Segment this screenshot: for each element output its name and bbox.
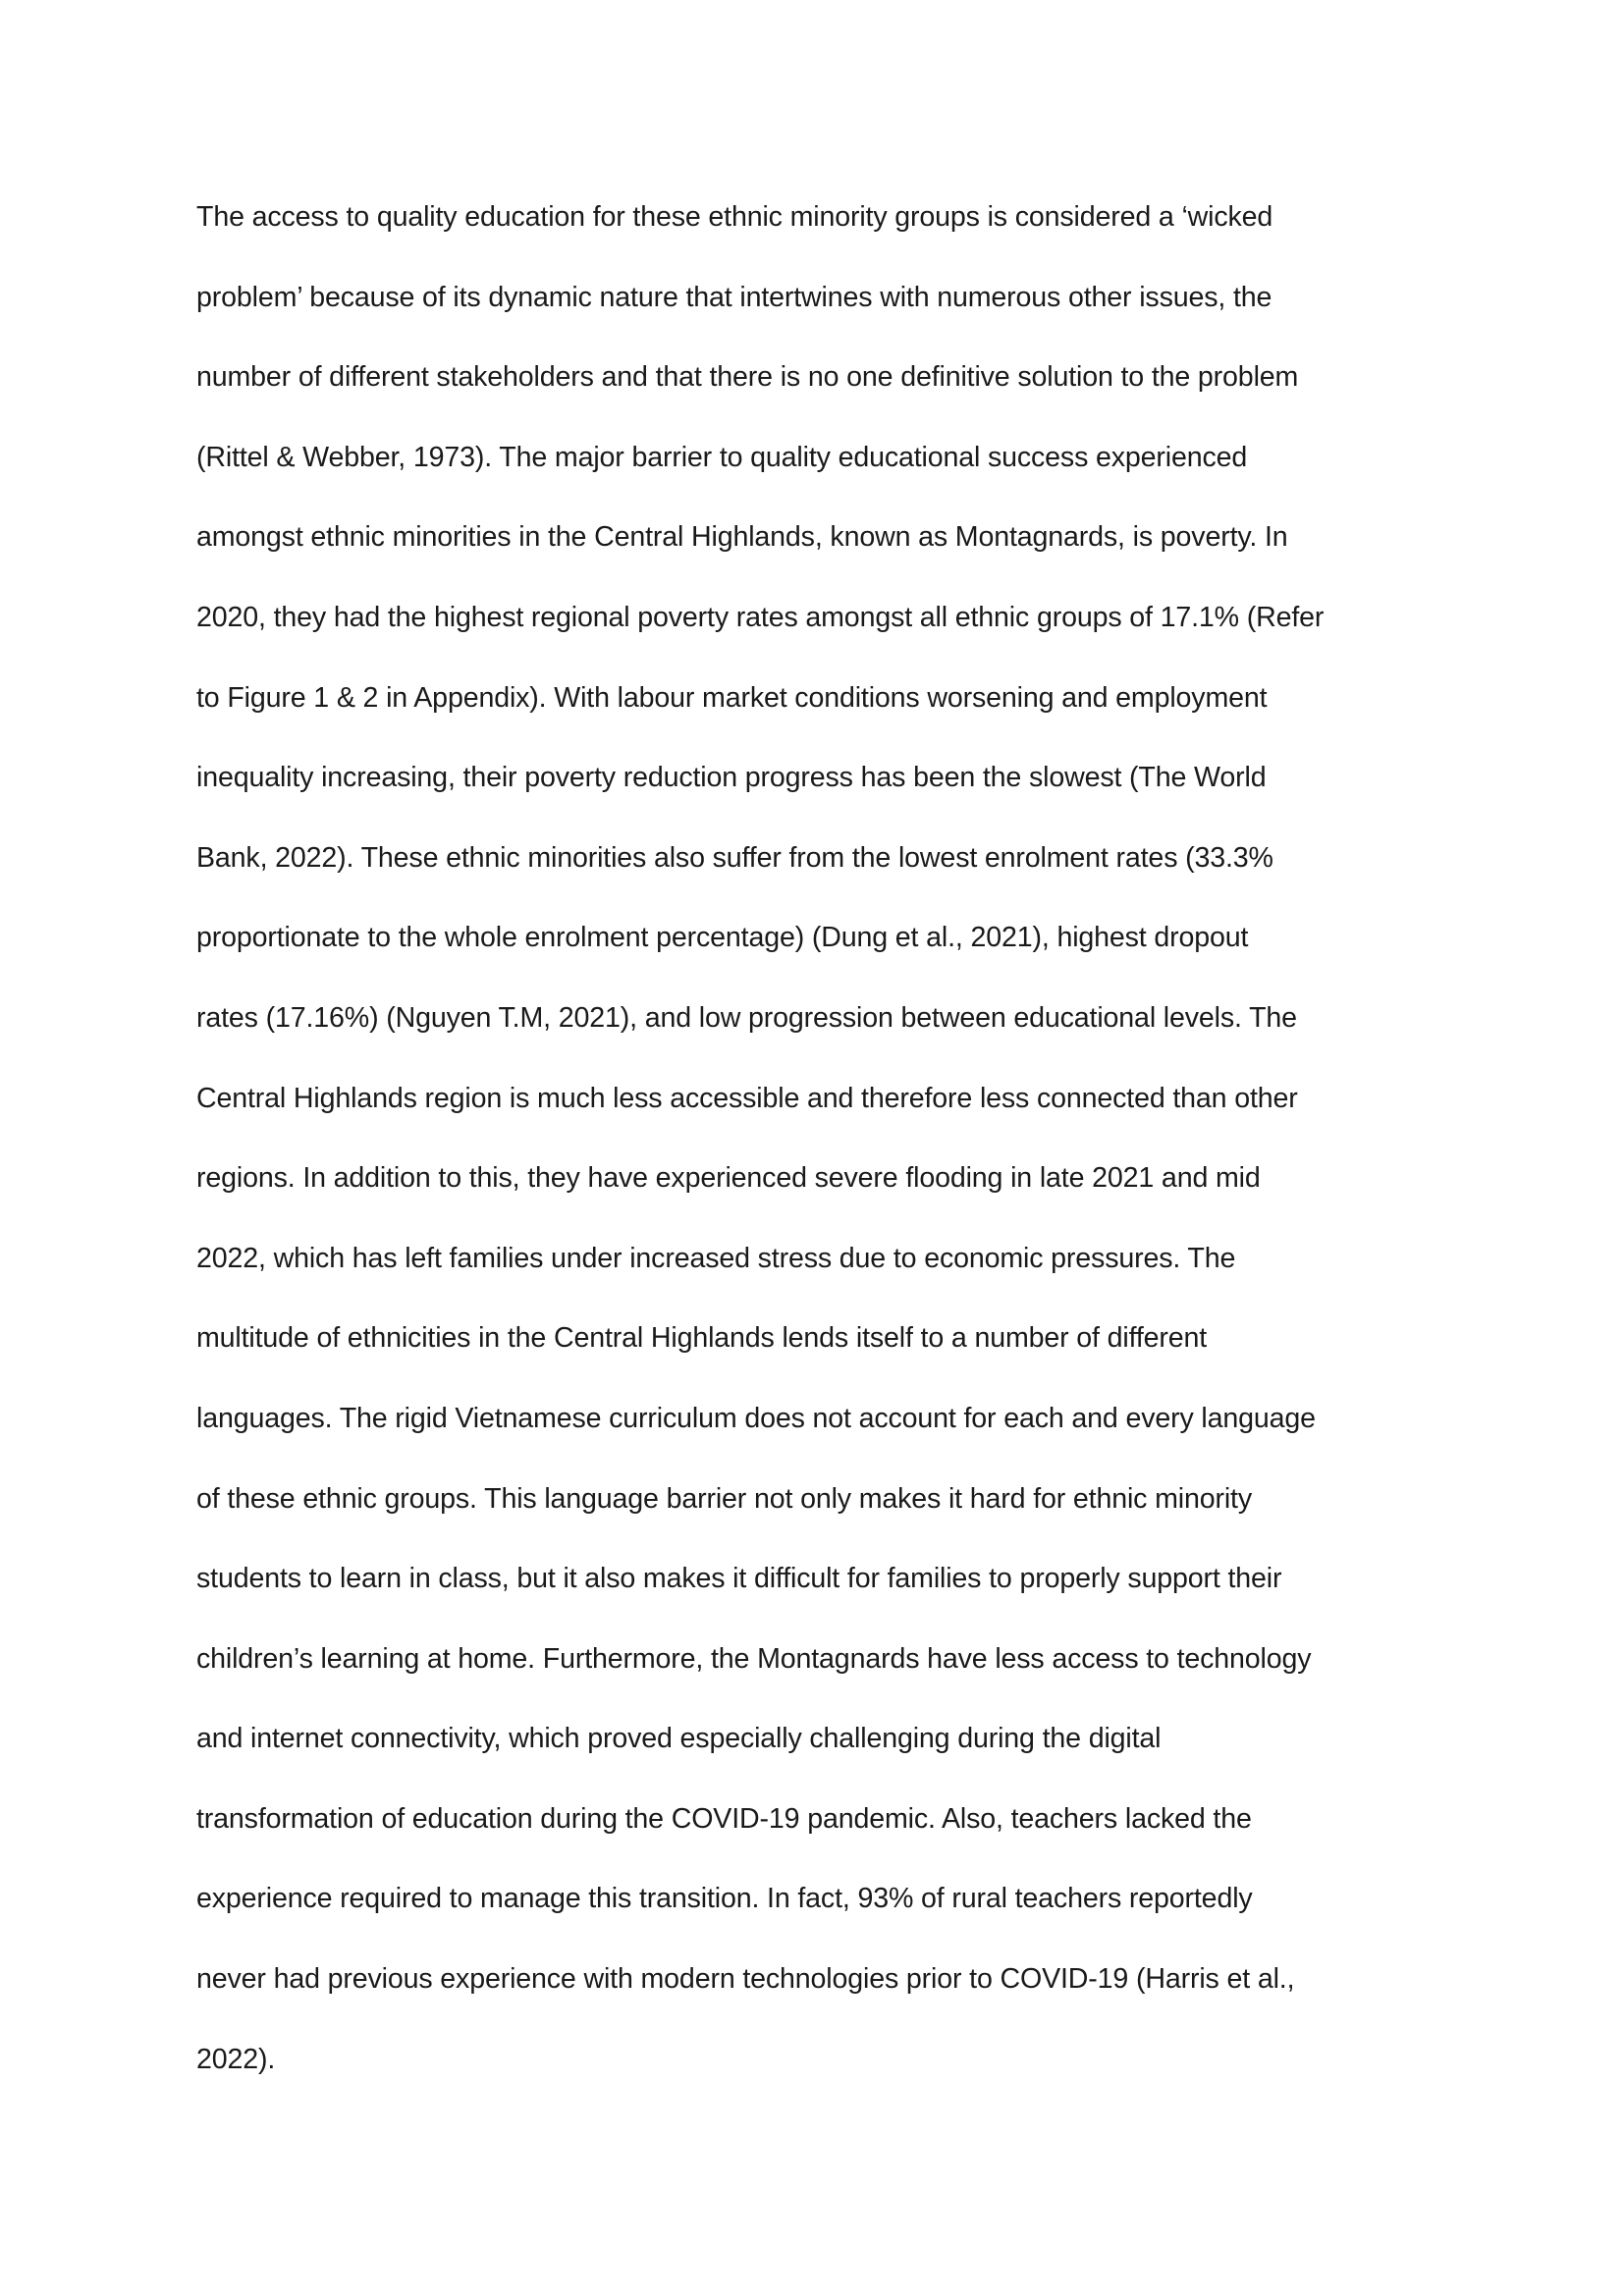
paragraph-line: Central Highlands region is much less accessible and therefore less connected than other <box>196 1082 1298 1114</box>
paragraph-line: regions. In addition to this, they have experienced severe flooding in late 2021 and mid <box>196 1162 1261 1195</box>
paragraph-line: 2020, they had the highest regional poverty rates amongst all ethnic groups of 17.1% (Refer <box>196 601 1325 633</box>
paragraph-line: of these ethnic groups. This language barrier not only makes it hard for ethnic minority <box>196 1482 1252 1515</box>
paragraph-line: 2022). <box>196 2043 276 2075</box>
paragraph-line: students to learn in class, but it also makes it difficult for families to properly support their <box>196 1563 1282 1595</box>
paragraph-line: problem’ because of its dynamic nature that intertwines with numerous other issues, the <box>196 281 1272 313</box>
paragraph-line: amongst ethnic minorities in the Central Highlands, known as Montagnards, is poverty. In <box>196 521 1288 554</box>
paragraph-line: to Figure 1 & 2 in Appendix). With labour market conditions worsening and employment <box>196 681 1268 714</box>
paragraph-line: multitude of ethnicities in the Central Highlands lends itself to a number of different <box>196 1322 1208 1355</box>
paragraph-line: proportionate to the whole enrolment percentage) (Dung et al., 2021), highest dropout <box>196 922 1249 954</box>
paragraph-line: Bank, 2022). These ethnic minorities also suffer from the lowest enrolment rates (33.3% <box>196 841 1273 874</box>
paragraph-line: children’s learning at home. Furthermore, the Montagnards have less access to technology <box>196 1642 1312 1675</box>
paragraph-line: languages. The rigid Vietnamese curriculum does not account for each and every language <box>196 1402 1316 1434</box>
paragraph-line: 2022, which has left families under increased stress due to economic pressures. The <box>196 1242 1236 1274</box>
paragraph-line: never had previous experience with modern technologies prior to COVID-19 (Harris et al., <box>196 1963 1295 1996</box>
paragraph-line: (Rittel & Webber, 1973). The major barrier to quality educational success experienced <box>196 441 1248 473</box>
paragraph-line: and internet connectivity, which proved especially challenging during the digital <box>196 1723 1162 1755</box>
paragraph-line: rates (17.16%) (Nguyen T.M, 2021), and low progression between educational levels. The <box>196 1001 1297 1034</box>
paragraph-line: experience required to manage this transition. In fact, 93% of rural teachers reportedly <box>196 1883 1253 1915</box>
paragraph-line: number of different stakeholders and that there is no one definitive solution to the problem <box>196 361 1299 394</box>
paragraph-line: The access to quality education for these ethnic minority groups is considered a ‘wicked <box>196 201 1273 233</box>
paragraph-line: inequality increasing, their poverty reduction progress has been the slowest (The World <box>196 762 1267 794</box>
paragraph-line: transformation of education during the COVID-19 pandemic. Also, teachers lacked the <box>196 1802 1252 1835</box>
body-paragraph <box>196 192 1473 2114</box>
